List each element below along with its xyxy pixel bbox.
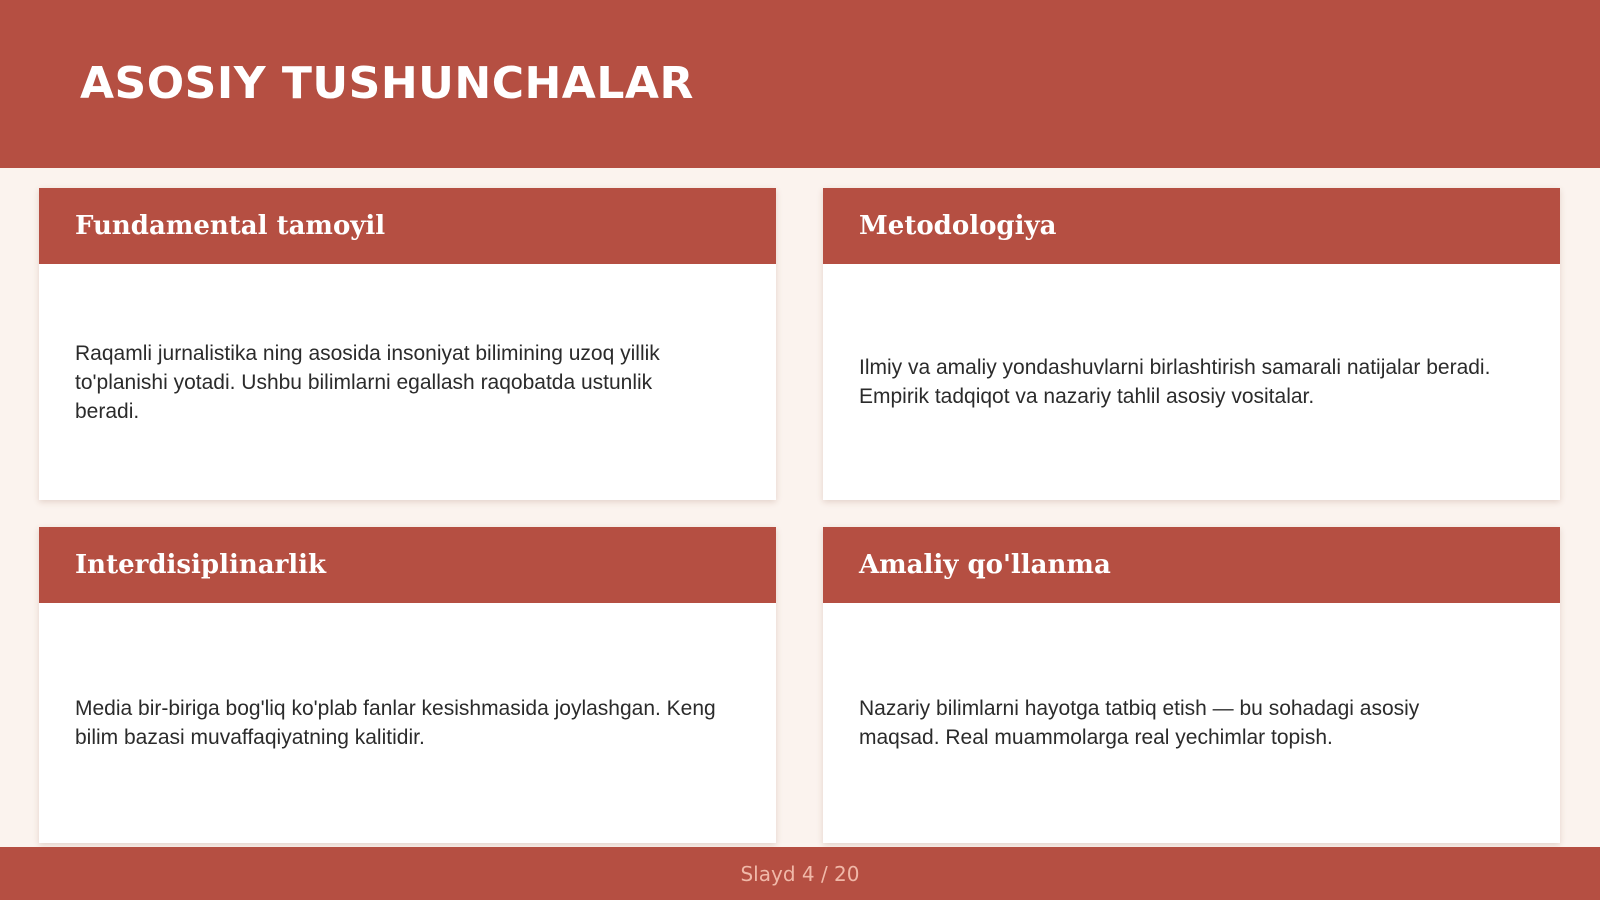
card-text: Ilmiy va amaliy yondashuvlarni birlashtirish samarali natijalar beradi. Empirik tadqiqot va nazariy tahlil asosiy vositalar. — [859, 356, 1491, 408]
card-title: Interdisiplinarlik — [75, 550, 327, 580]
slide-title: ASOSIY TUSHUNCHALAR — [80, 58, 694, 109]
card-title: Fundamental tamoyil — [75, 211, 386, 241]
card-text: Media bir-biriga bog'liq ko'plab fanlar kesishmasida joylashgan. Keng bilim bazasi muvaffaqiyatning kalitidir. — [75, 697, 716, 749]
card-header — [39, 188, 776, 264]
card-header — [823, 527, 1560, 603]
card-header — [823, 188, 1560, 264]
concept-card-practical — [823, 527, 1560, 843]
card-title: Metodologiya — [859, 211, 1057, 241]
card-body — [39, 603, 776, 843]
card-header — [39, 527, 776, 603]
slide-counter: Slayd 4 / 20 — [740, 861, 860, 886]
concept-card-interdisciplinary — [39, 527, 776, 843]
card-text: Raqamli jurnalistika ning asosida insoniyat bilimining uzoq yillik to'planishi yotadi. Ushbu bilimlarni egallash raqobatda ustunlik beradi. — [75, 341, 660, 423]
slide-header — [0, 0, 1600, 168]
card-body — [39, 264, 776, 500]
card-text: Nazariy bilimlarni hayotga tatbiq etish — bu sohadagi asosiy maqsad. Real muammolarga real yechimlar topish. — [859, 697, 1420, 749]
slide-footer — [0, 847, 1600, 900]
card-title: Amaliy qo'llanma — [859, 550, 1111, 580]
concept-card-fundamental — [39, 188, 776, 500]
card-body — [823, 603, 1560, 843]
card-body — [823, 264, 1560, 500]
concept-card-methodology — [823, 188, 1560, 500]
